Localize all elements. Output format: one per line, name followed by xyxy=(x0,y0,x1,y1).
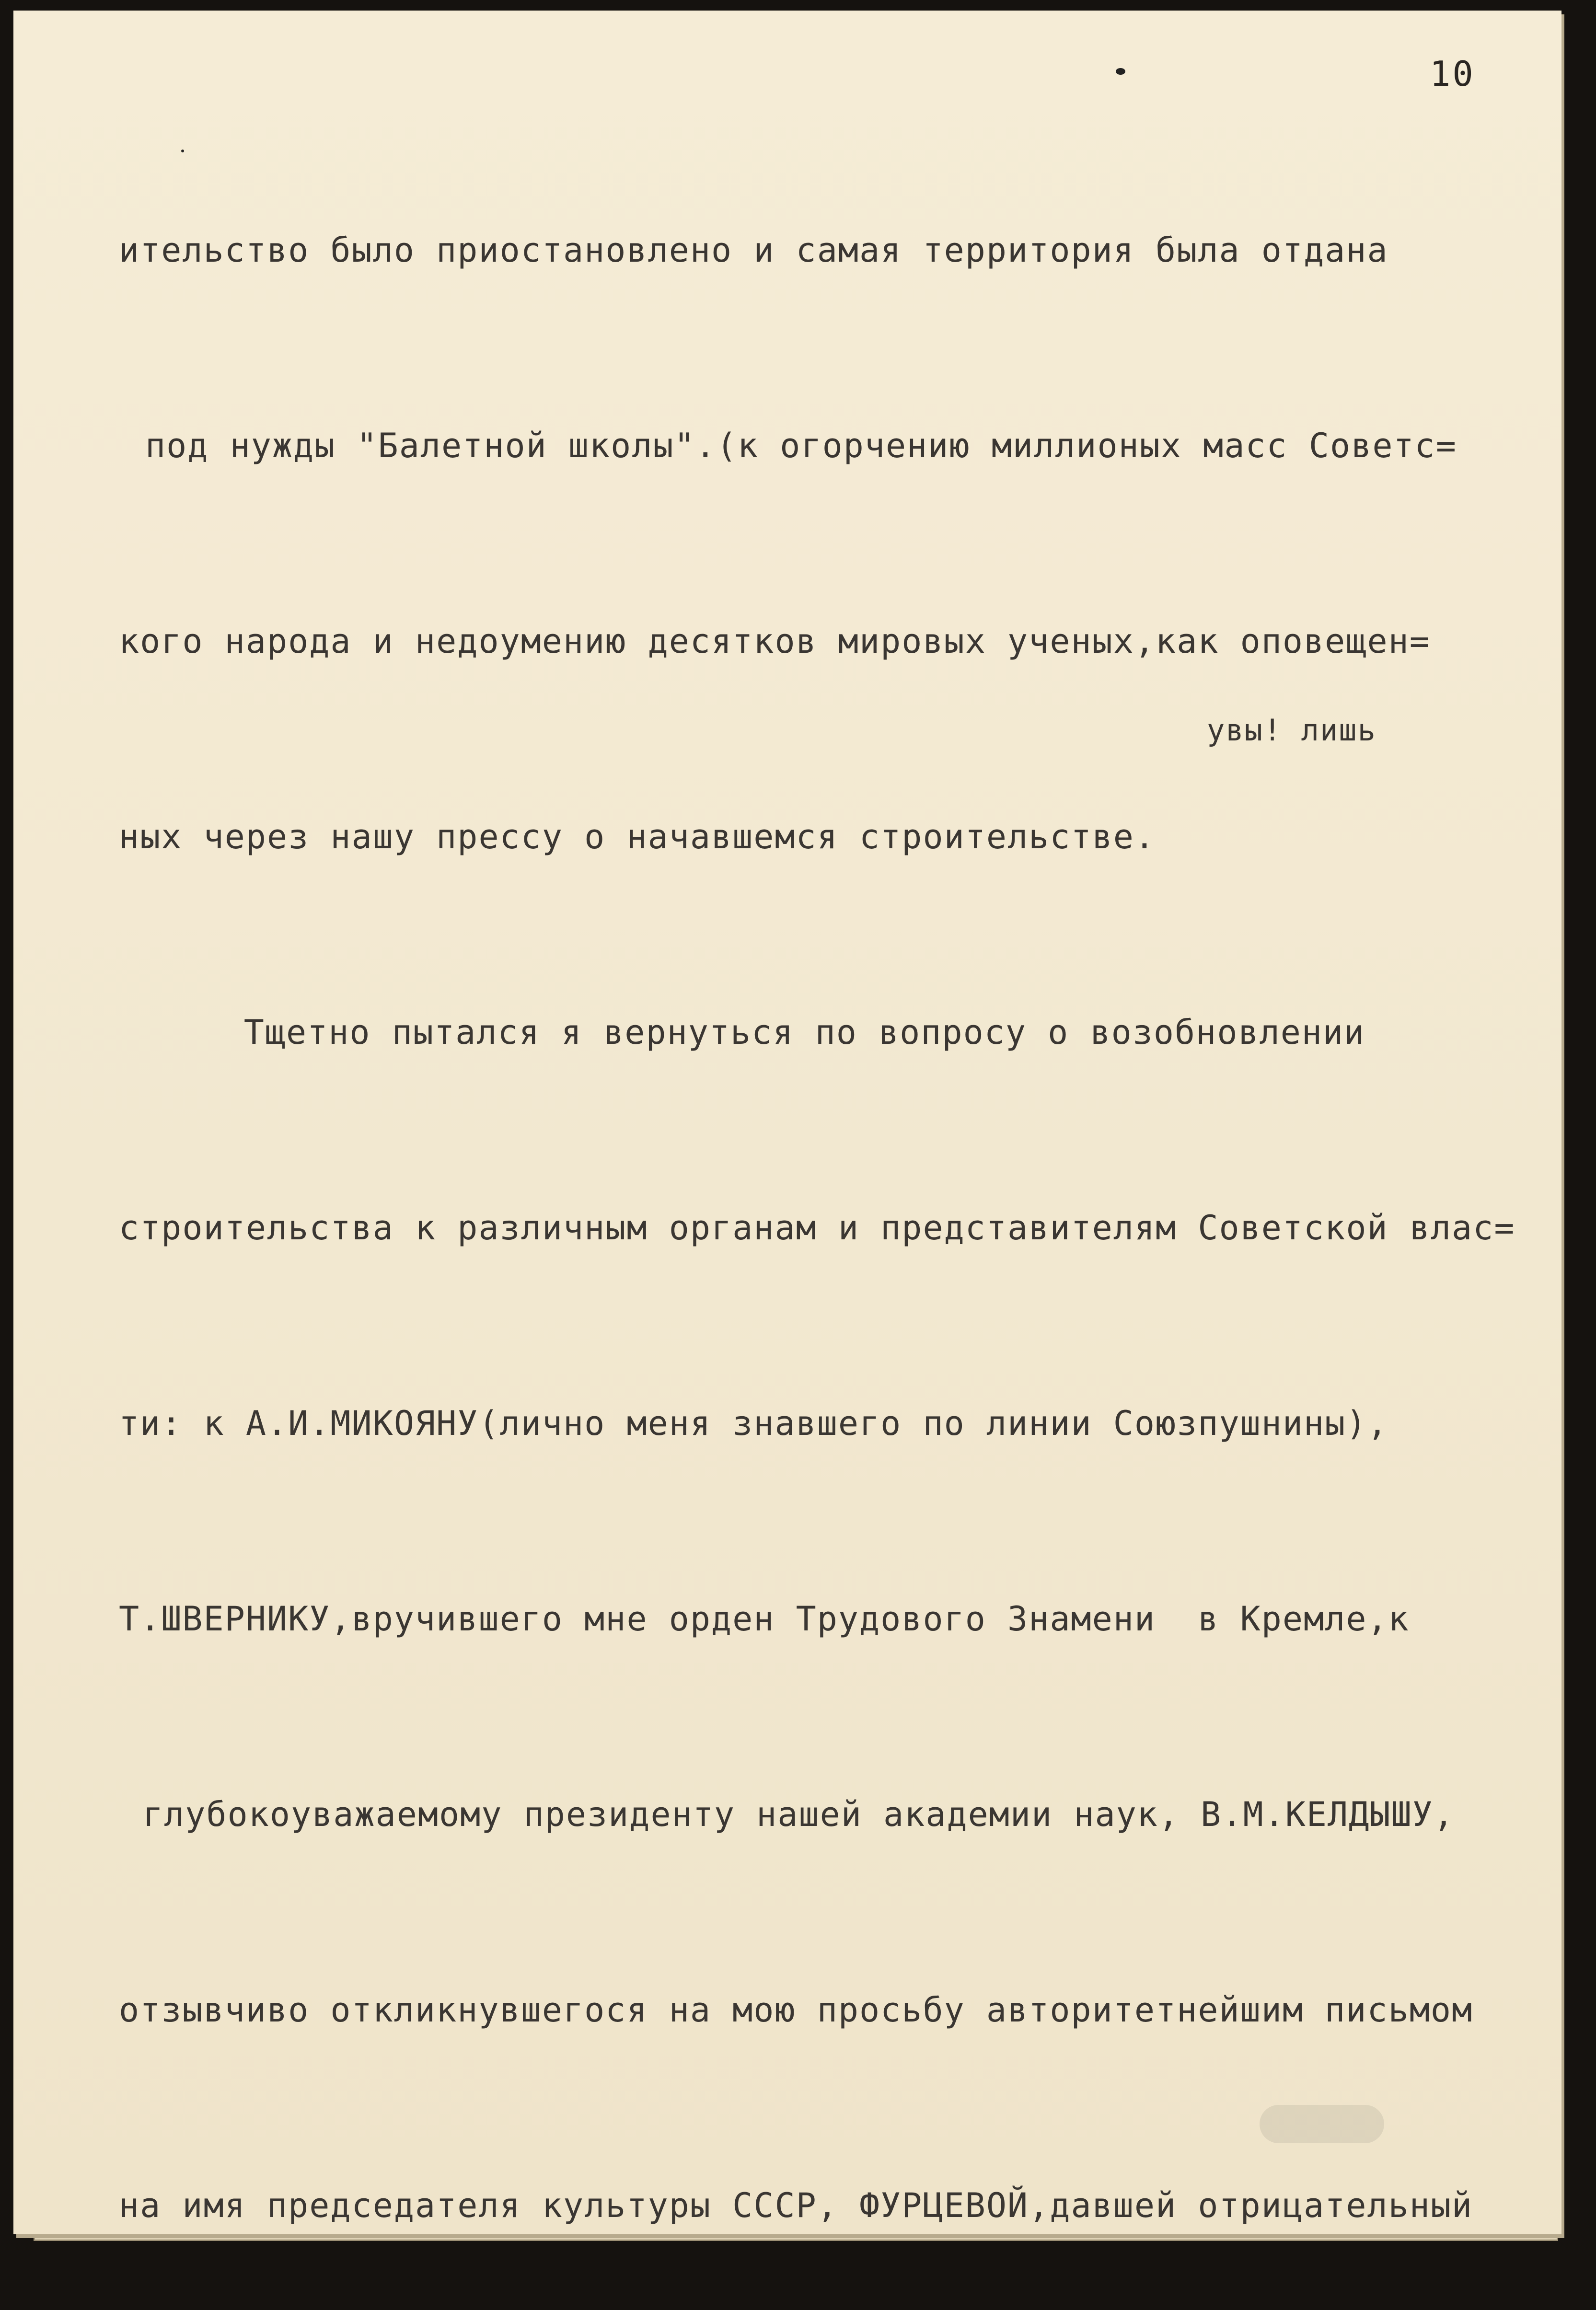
text-line: глубокоуважаемому президенту нашей академии наук, В.М.КЕЛДЫШУ, xyxy=(143,1795,1455,1834)
text-line: под нужды "Балетной школы".(к огорчению миллионых масс Советс= xyxy=(145,426,1457,465)
paper-stain xyxy=(1260,2105,1384,2143)
text-line: кого народа и недоумению десятков мировых ученых,как оповещен= xyxy=(119,622,1431,661)
text-line: ительство было приостановлено и самая территория была отдана xyxy=(119,231,1388,270)
text-line: отзывчиво откликнувшегося на мою просьбу авторитетнейшим письмом xyxy=(119,1990,1473,2030)
page-number: 10 xyxy=(1430,54,1475,94)
insertion-above-line: увы! лишь xyxy=(1207,713,1376,748)
typed-text xyxy=(119,87,1566,2310)
text-line: ных через нашу прессу о начавшемся строительстве. xyxy=(119,817,1156,856)
text-line: Тщетно пытался я вернуться по вопросу о возобновлении xyxy=(138,1013,1365,1052)
text-line: строительства к различным органам и представителям Советской влас= xyxy=(119,1208,1515,1247)
text-line: на имя председателя культуры СССР, ФУРЦЕВОЙ,давшей отрицательный xyxy=(119,2186,1473,2225)
text-line: ти: к А.И.МИКОЯНУ(лично меня знавшего по линии Союзпушнины), xyxy=(119,1404,1388,1443)
text-line: Т.ШВЕРНИКУ,вручившего мне орден Трудового Знамени в Кремле,к xyxy=(119,1599,1410,1639)
ink-mark xyxy=(1116,68,1125,75)
typed-page xyxy=(13,11,1561,2234)
